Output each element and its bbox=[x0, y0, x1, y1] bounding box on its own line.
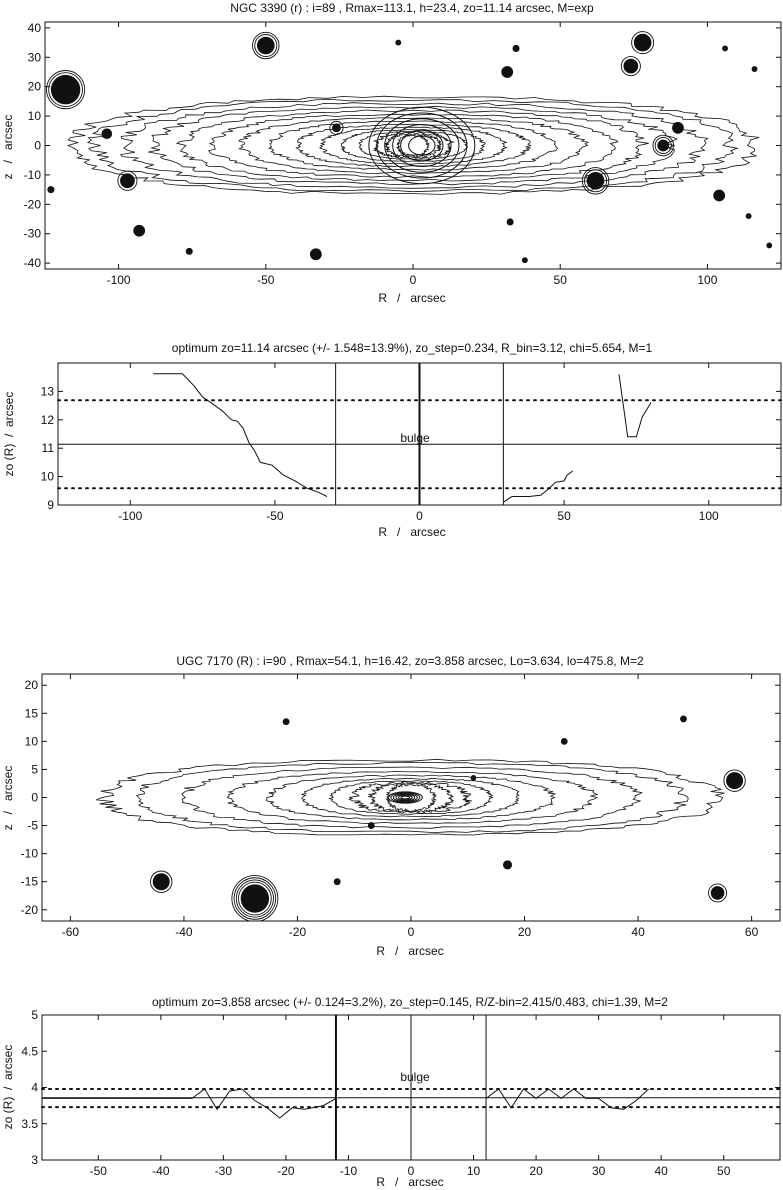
ngc3390-zo-y-tick-label-3: 12 bbox=[40, 412, 54, 427]
ugc7170-zo-y-tick-label-3: 4.5 bbox=[21, 1044, 38, 1059]
ngc3390-map-y-tick-label-7: -30 bbox=[23, 226, 41, 241]
ugc7170-map-x-tick-label-0: -60 bbox=[61, 925, 80, 939]
ugc7170-map-x-tick-label-6: 60 bbox=[744, 925, 759, 939]
ngc3390-map-y-tick-label-8: -40 bbox=[23, 256, 41, 271]
ugc7170-map-isophote-2 bbox=[349, 782, 472, 814]
ngc3390-zo-x-tick-label-3: 50 bbox=[557, 509, 571, 523]
ugc7170-map-star-1 bbox=[153, 873, 170, 890]
ngc3390-zo-x-tick-label-4: 100 bbox=[698, 509, 719, 523]
ugc7170-foreground-stars bbox=[151, 716, 746, 922]
ngc3390-map-star-17 bbox=[507, 218, 514, 225]
ugc7170-map-isophote-5 bbox=[266, 775, 555, 820]
ngc3390-zo-y-label: zo (R) / arcsec bbox=[2, 391, 16, 477]
ugc7170-zo-profile-panel bbox=[1, 995, 780, 1189]
ngc3390-zo-y-tick-label-2: 11 bbox=[41, 441, 54, 456]
ngc3390-map-star-10 bbox=[310, 248, 322, 260]
ugc7170-zo-x-tick-label-0: -50 bbox=[89, 1164, 107, 1178]
ngc3390-map-isophote-10 bbox=[177, 110, 649, 181]
ngc3390-map-star-6 bbox=[657, 140, 669, 152]
ngc3390-zo-zo-curve-1 bbox=[503, 471, 572, 502]
ugc7170-map-star-3 bbox=[283, 718, 290, 725]
ugc7170-zo-x-tick-label-6: 10 bbox=[466, 1164, 481, 1178]
ngc3390-map-star-22 bbox=[522, 257, 528, 263]
ngc3390-contour-plot-frame bbox=[45, 22, 781, 269]
ngc3390-zo-profile-panel bbox=[2, 341, 781, 539]
ugc7170-map-isophote-9 bbox=[96, 759, 724, 835]
ngc3390-map-y-tick-label-4: 0 bbox=[34, 138, 41, 153]
ngc3390-map-star-1 bbox=[257, 37, 275, 55]
ugc7170-map-isophote-1 bbox=[368, 783, 453, 813]
ngc3390-map-isophote-2 bbox=[374, 132, 454, 158]
ngc3390-map-isophote-6 bbox=[296, 124, 530, 166]
ugc7170-map-star-5 bbox=[368, 822, 375, 829]
ugc7170-zo-title: optimum zo=3.858 arcsec (+/- 0.124=3.2%), zo_step=0.145, R/Z-bin=2.415/0.483, chi=1.39, M=2 bbox=[152, 995, 668, 1009]
ugc7170-map-y-tick-label-5: -5 bbox=[27, 818, 38, 833]
ngc3390-map-star-12 bbox=[102, 128, 113, 139]
ugc7170-map-star-8 bbox=[680, 716, 687, 723]
ugc7170-map-x-tick-label-3: 0 bbox=[407, 925, 415, 939]
ngc3390-contour-x-label: R / arcsec bbox=[378, 291, 446, 305]
ugc7170-map-star-10 bbox=[471, 775, 477, 781]
ugc7170-zo-y-tick-label-4: 5 bbox=[31, 1008, 38, 1022]
ngc3390-zo-title: optimum zo=11.14 arcsec (+/- 1.548=13.9%), zo_step=0.234, R_bin=3.12, chi=5.654, M=1 bbox=[171, 341, 653, 355]
ngc3390-map-y-tick-label-5: -10 bbox=[23, 167, 41, 182]
ugc7170-zo-x-tick-label-8: 30 bbox=[591, 1164, 606, 1178]
ugc7170-zo-x-tick-label-5: 0 bbox=[407, 1164, 415, 1178]
ngc3390-contour-axes bbox=[24, 21, 781, 287]
ugc7170-map-star-6 bbox=[726, 772, 743, 789]
ugc7170-zo-x-tick-label-1: -40 bbox=[152, 1164, 170, 1178]
ngc3390-map-isophote-14 bbox=[68, 96, 759, 194]
ngc3390-map-x-tick-label-3: 50 bbox=[553, 273, 567, 287]
ugc7170-map-y-tick-label-3: 5 bbox=[31, 762, 38, 777]
ugc7170-zo-x-tick-label-7: 20 bbox=[529, 1164, 543, 1178]
ngc3390-map-star-16 bbox=[186, 248, 193, 255]
ugc7170-map-y-tick-label-6: -10 bbox=[20, 846, 38, 861]
ngc3390-map-isophote-7 bbox=[269, 121, 558, 170]
ngc3390-map-star-11 bbox=[501, 66, 513, 78]
ngc3390-map-isophote-9 bbox=[209, 114, 618, 177]
ugc7170-zo-y-tick-label-2: 4 bbox=[31, 1080, 38, 1095]
ngc3390-map-x-tick-label-0: -100 bbox=[106, 273, 131, 287]
ngc3390-map-star-13 bbox=[332, 123, 341, 132]
ugc7170-map-y-tick-label-2: 10 bbox=[24, 734, 38, 749]
ugc7170-map-x-tick-label-1: -40 bbox=[175, 925, 193, 939]
ngc3390-contour-title: NGC 3390 (r) : i=89 , Rmax=113.1, h=23.4, zo=11.14 arcsec, M=exp bbox=[230, 1, 594, 15]
ugc7170-map-y-tick-label-1: 15 bbox=[24, 706, 38, 721]
ugc7170-map-x-tick-label-5: 40 bbox=[631, 925, 645, 939]
ugc7170-map-x-tick-label-2: -20 bbox=[288, 925, 307, 939]
ugc7170-map-star-2 bbox=[711, 886, 725, 900]
ngc3390-map-isophote-4 bbox=[341, 130, 485, 162]
ngc3390-map-star-19 bbox=[746, 213, 752, 219]
ugc7170-zo-zo-curve-0 bbox=[42, 1089, 336, 1118]
ugc7170-map-star-9 bbox=[561, 738, 568, 745]
ugc7170-map-y-tick-label-0: 20 bbox=[24, 678, 38, 693]
ugc7170-zo-x-tick-label-4: -10 bbox=[339, 1164, 358, 1178]
ngc3390-map-x-tick-label-2: 0 bbox=[409, 273, 417, 287]
ngc3390-map-star-21 bbox=[395, 40, 401, 46]
ugc7170-contour-y-label: z / arcsec bbox=[1, 765, 15, 831]
ngc3390-map-star-7 bbox=[713, 190, 725, 202]
ugc7170-contour-axes bbox=[21, 674, 780, 939]
ngc3390-contour-y-label: z / arcsec bbox=[1, 114, 15, 180]
ngc3390-map-star-20 bbox=[766, 243, 772, 249]
ngc3390-zo-x-tick-label-1: -50 bbox=[266, 509, 284, 523]
ngc3390-map-y-tick-label-2: 20 bbox=[27, 79, 41, 94]
ngc3390-zo-zo-curve-0 bbox=[153, 374, 327, 497]
ngc3390-map-star-8 bbox=[672, 122, 684, 134]
ngc3390-bulge-label: bulge bbox=[400, 431, 430, 445]
ngc3390-map-star-3 bbox=[623, 59, 638, 74]
ngc3390-map-star-23 bbox=[752, 66, 758, 72]
ngc3390-map-star-15 bbox=[47, 186, 54, 193]
ngc3390-map-star-2 bbox=[634, 34, 652, 52]
ugc7170-map-bulge-contour-5 bbox=[401, 796, 410, 799]
ngc3390-map-star-18 bbox=[722, 46, 728, 52]
ngc3390-map-bulge-contour-5 bbox=[409, 136, 435, 155]
ugc7170-zo-y-label: zo (R) / arcsec bbox=[1, 1044, 15, 1130]
ugc7170-contour-title: UGC 7170 (R) : i=90 , Rmax=54.1, h=16.42, zo=3.858 arcsec, Lo=3.634, lo=475.8, M=2 bbox=[176, 654, 644, 668]
ugc7170-contour-plot-frame bbox=[42, 674, 780, 921]
ngc3390-map-star-0 bbox=[51, 75, 80, 104]
ugc7170-zo-x-tick-label-10: 50 bbox=[717, 1164, 731, 1178]
ugc7170-zo-curves bbox=[42, 1015, 780, 1160]
ugc7170-zo-x-tick-label-2: -30 bbox=[214, 1164, 233, 1178]
ugc7170-map-star-0 bbox=[241, 884, 269, 912]
ngc3390-map-y-tick-label-1: 30 bbox=[27, 50, 41, 65]
ugc7170-zo-x-label: R / arcsec bbox=[376, 1175, 444, 1189]
ngc3390-map-y-tick-label-6: -20 bbox=[23, 197, 41, 212]
ngc3390-zo-x-label: R / arcsec bbox=[378, 525, 446, 539]
ngc3390-map-bulge-contour-3 bbox=[393, 124, 451, 166]
ngc3390-map-star-4 bbox=[120, 173, 135, 188]
ugc7170-zo-x-tick-label-3: -20 bbox=[277, 1164, 295, 1178]
ngc3390-contour-panel bbox=[1, 1, 781, 305]
ngc3390-foreground-stars bbox=[46, 32, 772, 264]
ngc3390-map-bulge-contour-2 bbox=[385, 119, 459, 173]
ugc7170-map-x-tick-label-4: 20 bbox=[517, 925, 532, 939]
ugc7170-map-y-tick-label-8: -20 bbox=[20, 902, 38, 917]
ugc7170-isophotes bbox=[96, 759, 724, 835]
ugc7170-map-isophote-3 bbox=[330, 781, 493, 815]
ngc3390-zo-x-tick-label-0: -100 bbox=[118, 509, 143, 523]
ugc7170-map-star-4 bbox=[334, 878, 341, 885]
ugc7170-map-y-tick-label-7: -15 bbox=[20, 874, 38, 889]
ngc3390-map-star-9 bbox=[133, 225, 145, 237]
ngc3390-map-star-14 bbox=[513, 45, 520, 52]
ugc7170-bulge-label: bulge bbox=[400, 1070, 430, 1084]
ngc3390-zo-y-tick-label-0: 9 bbox=[47, 498, 54, 512]
ngc3390-map-bulge-contour-1 bbox=[377, 113, 467, 178]
ugc7170-map-star-7 bbox=[503, 860, 512, 869]
ugc7170-map-y-tick-label-4: 0 bbox=[31, 790, 38, 805]
ngc3390-zo-x-tick-label-2: 0 bbox=[416, 509, 423, 523]
ugc7170-contour-x-label: R / arcsec bbox=[376, 944, 444, 958]
ugc7170-contour-panel bbox=[1, 654, 780, 958]
ngc3390-map-y-tick-label-3: 10 bbox=[27, 109, 41, 124]
ngc3390-zo-y-tick-label-1: 10 bbox=[40, 469, 54, 484]
ngc3390-map-x-tick-label-4: 100 bbox=[697, 273, 718, 287]
ugc7170-zo-x-tick-label-9: 40 bbox=[654, 1164, 668, 1178]
ngc3390-map-y-tick-label-0: 40 bbox=[27, 20, 41, 35]
ngc3390-zo-y-tick-label-4: 13 bbox=[40, 384, 54, 399]
ugc7170-zo-y-tick-label-0: 3 bbox=[31, 1153, 38, 1167]
ngc3390-isophotes bbox=[68, 96, 759, 194]
ugc7170-zo-axes bbox=[21, 1008, 780, 1178]
ugc7170-zo-y-tick-label-1: 3.5 bbox=[21, 1116, 38, 1131]
ngc3390-map-star-5 bbox=[587, 172, 605, 190]
ngc3390-map-x-tick-label-1: -50 bbox=[257, 273, 275, 287]
ngc3390-zo-zo-curve-2 bbox=[619, 374, 651, 436]
